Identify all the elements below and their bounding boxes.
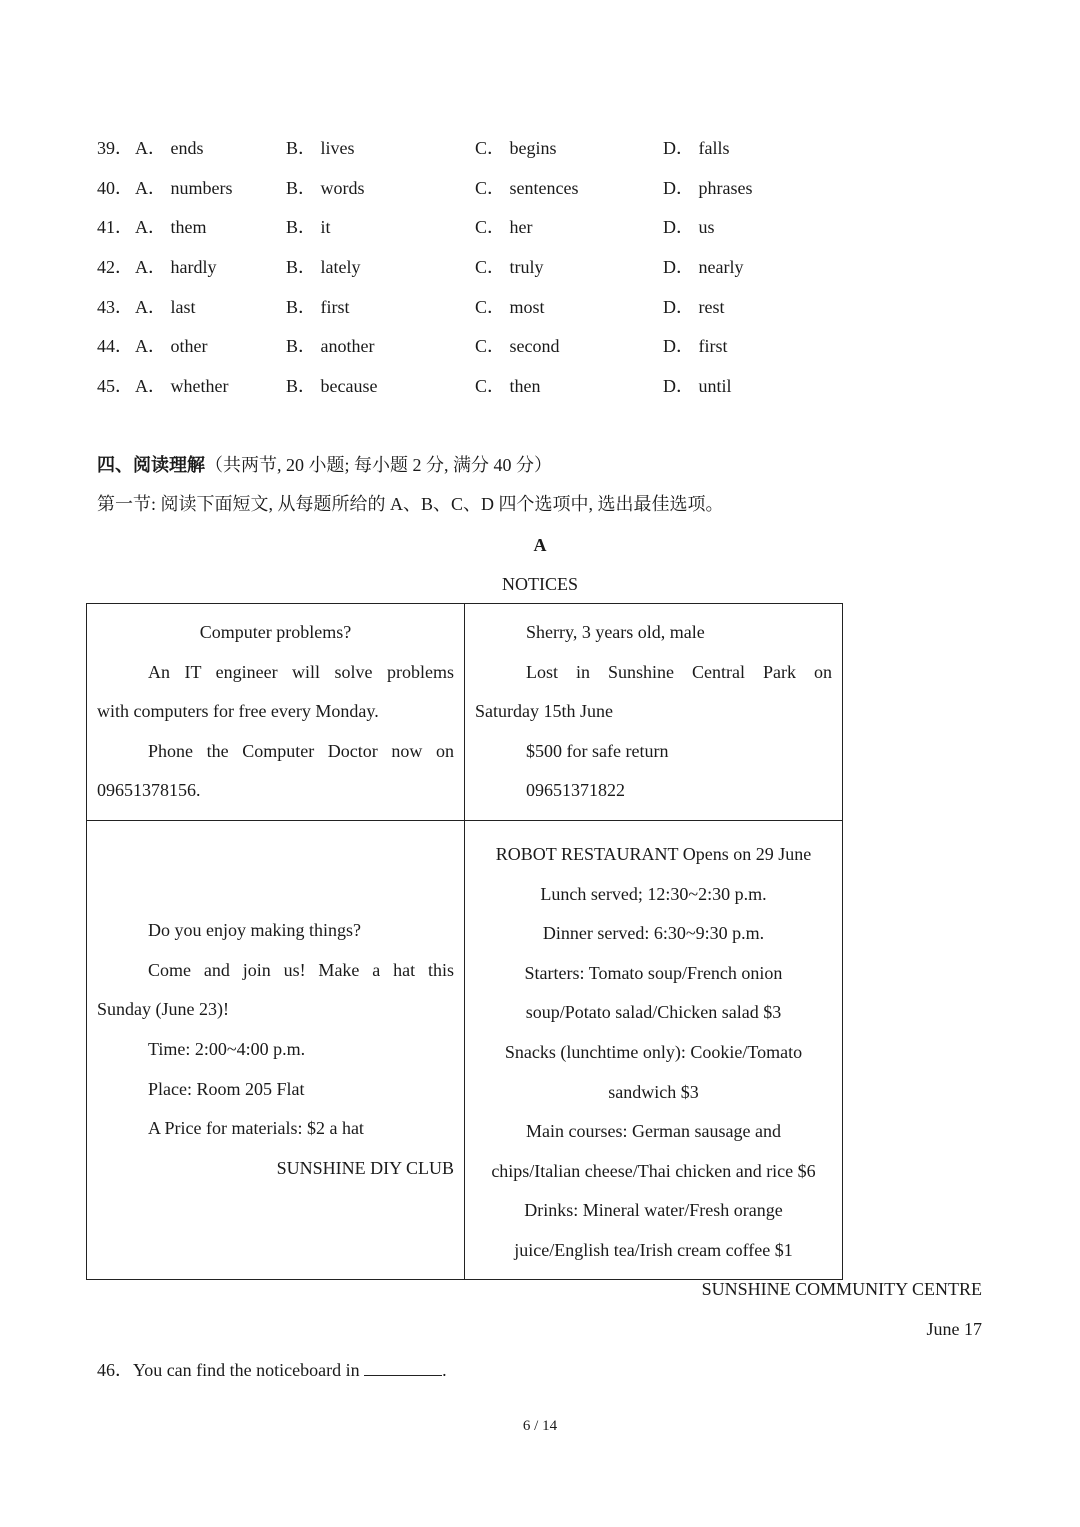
option-c: C． begins — [475, 138, 557, 158]
option-d: D． nearly — [663, 257, 744, 277]
option-d: D． falls — [663, 138, 730, 158]
lost-dog-notice — [465, 604, 843, 821]
question-number: 42． — [97, 257, 133, 277]
option-c: C． truly — [475, 257, 544, 277]
computer-notice-line: with computers for free every Monday. — [97, 701, 379, 722]
computer-notice-line: An IT engineer will solve problems — [148, 661, 454, 682]
restaurant-line: juice/English tea/Irish cream coffee $1 — [514, 1239, 793, 1260]
option-c: C． then — [475, 376, 541, 396]
diy-notice-time: Time: 2:00~4:00 p.m. — [148, 1038, 306, 1059]
option-d: D． phrases — [663, 178, 753, 198]
diy-notice-price: A Price for materials: $2 a hat — [148, 1118, 364, 1139]
option-a: A． them — [135, 217, 207, 237]
restaurant-line: sandwich $3 — [608, 1081, 699, 1102]
lost-notice-line: Lost in Sunshine Central Park on — [526, 661, 832, 682]
question-number: 40． — [97, 178, 133, 198]
answer-blank — [364, 1357, 442, 1376]
option-a: A． other — [135, 336, 208, 356]
section-heading — [97, 453, 552, 477]
restaurant-line: Drinks: Mineral water/Fresh orange — [524, 1200, 783, 1221]
restaurant-line: chips/Italian cheese/Thai chicken and rice $6 — [491, 1160, 816, 1181]
lost-notice-reward: $500 for safe return — [526, 740, 669, 761]
question-text: 46．You can find the noticeboard in — [97, 1360, 360, 1380]
diy-notice-signature: SUNSHINE DIY CLUB — [276, 1157, 454, 1178]
option-d: D． rest — [663, 297, 725, 317]
question-number: 39． — [97, 138, 133, 158]
section-title: 四、阅读理解 — [97, 455, 205, 475]
section-instruction: 第一节: 阅读下面短文, 从每题所给的 A、B、C、D 四个选项中, 选出最佳选项。 — [97, 494, 724, 514]
option-b: B． it — [286, 217, 331, 237]
question-number: 45． — [97, 376, 133, 396]
notices-row-1 — [87, 604, 843, 821]
option-c: C． sentences — [475, 178, 579, 198]
signoff-date: June 17 — [926, 1319, 982, 1339]
section-detail: （共两节, 20 小题; 每小题 2 分, 满分 40 分） — [205, 455, 552, 475]
diy-notice-place: Place: Room 205 Flat — [148, 1078, 305, 1099]
signoff-organization: SUNSHINE COMMUNITY CENTRE — [701, 1279, 982, 1299]
option-b: B． lives — [286, 138, 355, 158]
option-c: C． most — [475, 297, 545, 317]
lost-notice-line: Saturday 15th June — [475, 701, 613, 722]
lost-notice-phone: 09651371822 — [526, 780, 625, 801]
option-c: C． second — [475, 336, 560, 356]
notices-title: NOTICES — [502, 574, 578, 594]
option-d: D． first — [663, 336, 728, 356]
question-number: 44． — [97, 336, 133, 356]
question-number: 43． — [97, 297, 133, 317]
option-a: A． hardly — [135, 257, 217, 277]
option-c: C． her — [475, 217, 533, 237]
computer-notice-line: Phone the Computer Doctor now on — [148, 740, 454, 761]
diy-notice-line: Sunday (June 23)! — [97, 999, 229, 1020]
page-number: 6 / 14 — [522, 1418, 558, 1434]
question-end: . — [442, 1360, 447, 1380]
restaurant-line: Starters: Tomato soup/French onion — [524, 962, 783, 983]
lost-notice-line: Sherry, 3 years old, male — [526, 622, 705, 642]
computer-notice-title: Computer problems? — [199, 622, 352, 642]
restaurant-line: Dinner served: 6:30~9:30 p.m. — [542, 923, 765, 944]
option-b: B． words — [286, 178, 365, 198]
option-a: A． ends — [135, 138, 204, 158]
option-b: B． first — [286, 297, 350, 317]
question-46 — [97, 1357, 447, 1382]
diy-club-notice — [87, 820, 465, 1279]
computer-notice-phone: 09651378156. — [97, 780, 201, 801]
question-number: 41． — [97, 217, 133, 237]
restaurant-line: Main courses: German sausage and — [526, 1121, 781, 1142]
option-a: A． whether — [135, 376, 229, 396]
diy-notice-line: Come and join us! Make a hat this — [148, 959, 454, 980]
notices-row-2 — [87, 820, 843, 1279]
notices-table — [86, 603, 843, 1280]
option-b: B． lately — [286, 257, 361, 277]
restaurant-line: soup/Potato salad/Chicken salad $3 — [525, 1002, 782, 1023]
option-a: A． numbers — [135, 178, 233, 198]
option-d: D． until — [663, 376, 732, 396]
restaurant-line: ROBOT RESTAURANT Opens on 29 June — [495, 843, 812, 864]
option-b: B． because — [286, 376, 378, 396]
restaurant-line: Snacks (lunchtime only): Cookie/Tomato — [504, 1041, 803, 1062]
computer-notice — [87, 604, 465, 821]
option-d: D． us — [663, 217, 715, 237]
restaurant-line: Lunch served; 12:30~2:30 p.m. — [540, 883, 767, 904]
option-a: A． last — [135, 297, 196, 317]
robot-restaurant-notice — [465, 820, 843, 1279]
option-b: B． another — [286, 336, 375, 356]
diy-notice-line: Do you enjoy making things? — [148, 920, 361, 941]
passage-letter: A — [533, 535, 547, 555]
